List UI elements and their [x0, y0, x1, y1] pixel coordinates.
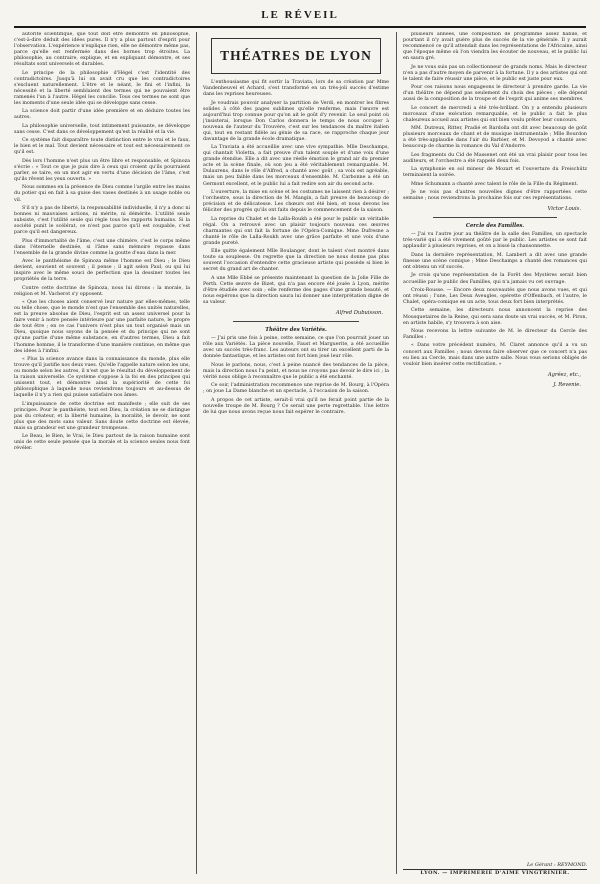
section-heading: THÉATRES DE LYON: [211, 38, 381, 74]
column-rule: [396, 32, 397, 874]
paragraph: Contre cette doctrine de Spinoza, nous lui dirons : la morale, la religion et M. Vacherot s'y opposent.: [14, 285, 190, 297]
paragraph: autorité scientifique, que tout doit être démontré en philosophie, c'est-à-dire déduit des idées pures. Il n'y a plus partout d'esprit pour l'observation. L'expérience n'explique rien, elle ne démontre même pas, parce qu'elle est renfermée dans des bornes trop étroites. La philosophie, au contraire, explique, et en expliquant démontre, et ses résultats sont universels et durables.: [14, 32, 190, 68]
paragraph: plusieurs années, une composition de programme assez habile, et pourtant il n'y avait guère plus de succès de la vie générale. Il y aurait recommencé ce qu'il attendait dans les représentations de l'Africaine, ainsi que l'époque même où l'on viendra les écouter de nouveau, et le public lui en saura gré.: [403, 32, 587, 62]
column-middle: [203, 32, 389, 876]
paragraph: Les fragments du Cid de Massenet ont été un vrai plaisir pour tous les auditeurs, et l'orchestre a été rappelé deux fois.: [403, 152, 587, 164]
paragraph: Je ne vous suis pas un collectionneur de grands noms. Mais le directeur n'en a pas d'autre moyen de parvenir à la fortune. Il y a des artistes qui ont le talent de faire réussir une pièce, et le public est juste pour eux.: [403, 64, 587, 82]
article-body: [403, 232, 587, 341]
column-right: [403, 32, 587, 876]
paragraph: Ce système fait disparaître toute distinction entre le vrai et le faux, le bien et le mal. Tout devient nécessaire et tout est nécessairement ce qu'il est.: [14, 138, 190, 156]
paragraph: L'ouverture, la mise en scène et les costumes ne laissent rien à désirer ; l'orchestre, sous la direction de M. Mangin, a fait preuve de beaucoup de précision et de délicatesse. Les chœurs ont été bien, et nous devons les féliciter des progrès qu'ils ont faits depuis le commencement de la saison.: [203, 189, 389, 214]
paragraph: Je ne vois pas d'autres nouvelles dignes d'être rapportées cette semaine ; nous reviendrons la prochaine fois sur ces représentations.: [403, 190, 587, 202]
paragraph: « Plus la science avance dans la connaissance du monde, plus elle trouve qu'il justifie nos deux vues. Qu'elle l'appelle nature selon les uns, ou monde selon les autres, il n'est que le résultat du développement de la raison universelle. Ce système s'oppose à la foi en des principes qui unissent tout, et démontre ainsi la supériorité de cette foi philosophique à laquelle nous reviendrons toujours et au-dessus de laquelle il n'y a rien qui puisse satisfaire nos âmes.: [14, 356, 190, 399]
paragraph: Pour ces raisons nous engageons le directeur à prendre garde. La vie d'un théâtre ne dépend pas seulement du choix des pièces ; elle dépend aussi de la composition de la troupe et de l'esprit qui anime ses membres.: [403, 85, 587, 103]
imprint: [403, 862, 587, 876]
paragraph: La Traviata a été accueillie avec une vive sympathie. Mlle Deschamps, qui chantait Violetta, a fait preuve d'un talent souple et d'une voix d'une grande étendue. Elle a dit avec une réelle émotion le grand air du premier acte et la scène finale, où son jeu a été véritablement remarquable. M. Dulaurens, dans le rôle d'Alfred, a chanté avec goût ; sa voix est agréable, mais un peu faible dans les morceaux d'ensemble. M. Carbonne a été un Germont excellent, et le public lui a fait redire son air du second acte.: [203, 145, 389, 187]
paragraph: Plus d'immortalité de l'âme, c'est une chimère, c'est le corps même dans l'éternelle destinée, si l'âme sans mémoire repasse dans l'ensemble de la grande divine comme la goutte d'eau dans la mer.: [14, 238, 190, 256]
paragraph: La science doit partir d'une idée première et en déduire toutes les autres.: [14, 109, 190, 121]
paragraph: A une Mlle Ebbé se présente maintenant la question de la Jolie Fille de Perth. Cette œuvre de Bizet, qui n'a pas encore été jouée à Lyon, mérite d'être étudiée avec soin ; elle renferme des pages d'une grande beauté, et nous espérons que la direction saura lui donner une interprétation digne de sa valeur.: [203, 275, 389, 305]
article-body: [203, 80, 389, 306]
paragraph: Cette semaine, les directeurs nous annoncent la reprise des Mousquetaires de la Reine, qui sera sans doute un vrai succès, et M. Piron, en artiste habile, s'y trouvera à son aise.: [403, 308, 587, 326]
paragraph: Mme Schumann a chanté avec talent le rôle de la Fille du Régiment.: [411, 181, 579, 187]
paragraph: Ce soir, l'administration recommence une reprise de M. Bourg, à l'Opéra ; on joue La Dame blanche et un spectacle, à l'occasion de la saison.: [203, 383, 389, 395]
article-subheading: Cercle des Familles.: [465, 223, 525, 230]
paragraph: « Que les choses aient conservé leur nature par elles-mêmes, telle ou telle chose, que le monde n'est que l'ensemble des unités naturelles, est la preuve absolue de Dieu, l'esprit est un assez universel pour la faire venir à notre pensée intérieure par une parfaite nature, le propre de tout être ; en ce cas l'univers n'est plus un tout organisé mais un Dieu, quoique nous soyons de la pensée et du principe qui ne sont qu'une partie d'une même substance, en d'autres termes, Dieu a fait l'homme homme, il le transforme d'une manière continue, en même que des idées à l'infini.: [14, 300, 190, 354]
divider: [233, 321, 359, 322]
paragraph: Elle quitte également Mlle Boulanger, dont le talent s'est montré dans toute sa souplesse. On regrette que la direction ne nous donne pas plus souvent l'occasion d'entendre cette gracieuse artiste qui possède si bien le secret du grand art de chanter.: [203, 249, 389, 273]
paragraph: A propos de cet artiste, serait-il vrai qu'il ne ferait point partie de la nouvelle troupe de M. Bourg ? Ce serait une perte regrettable. Une lettre de lui que nous avons reçue nous fait espérer le contraire.: [203, 397, 389, 415]
paragraph: Le principe de la philosophie d'Hégel c'est l'identité des contradictoires. Jusqu'à lui on avait cru que les contradictoires s'excluent naturellement. L'être et le néant, le fini et l'infini, la nécessité et la liberté semblaient des termes qui ne pouvaient être ramenés l'un à l'autre. Hégel les concilie. Tous ces termes ne sont que les moments d'une seule idée qui se développe sans cesse.: [14, 70, 190, 106]
paragraph: Dès lors l'homme n'est plus un être libre et responsable, et Spinoza s'écrie : « Tout ce que je puis dire à ceux qui croient qu'ils pourraient parler, se taire, en un mot agir en vertu d'une décision de l'âme, c'est qu'ils rêvent les yeux ouverts. »: [14, 158, 190, 182]
paragraph: Nous sommes en la présence de Dieu comme l'argile entre les mains du potier qui en fait à sa guise des vases destinés à un usage noble ou vil.: [14, 185, 190, 203]
article-body: [403, 32, 587, 202]
signature: Alfred Dubuisson.: [335, 309, 383, 316]
closing-line: Agréez, etc.,: [547, 371, 581, 378]
paragraph: La reprise du Chalet et de Lalla-Roukh a été pour le public un véritable régal. On a retrouvé avec un plaisir toujours nouveau ces œuvres charmantes qui ont fait la fortune de l'Opéra-Comique. Mme Dufresne a chanté le rôle de Lalla-Roukh avec une grâce parfaite et une voix d'une grande pureté.: [203, 216, 389, 246]
article-body: [203, 336, 389, 416]
paragraph: L'enthousiasme qui fit sortir la Traviata, lors de sa création par Mme Vandenheuvel et Achard, s'est transformé en un très-joli succès d'estime dans les reprises heureuses.: [203, 80, 389, 98]
signature: Victor Louis.: [547, 206, 581, 213]
paragraph: Nous le parlons, nous, c'est à peine nuancé des tendances de la pièce, mais la direction nous l'a peint, et nous ne croyons pas devoir le dire ici ; la vérité nous oblige à reconnaître que le public a été enchanté.: [203, 362, 389, 380]
paragraph: — J'ai pris une fois à peine, cette semaine, ce que l'on pourrait jouer un rôle aux Variétés. La pièce nouvelle, Faust et Marguerite, a été accueillie avec un succès très-franc. Les auteurs ont su tirer un excellent parti de la donnée fantastique, et les artistes ont fort bien joué leur rôle.: [203, 336, 389, 360]
column-rule: [196, 32, 197, 874]
paragraph: Avec le panthéisme de Spinoza même l'homme est Dieu ; le Dieu devient, souvient et souvent ; il pense ; il agit selon Paul, ou qui lui inspire avec le même souci de perfection que la dessiner toutes les propriétés de la terre.: [14, 259, 190, 283]
masthead-title: LE RÉVEIL: [14, 4, 586, 28]
paragraph: MM. Dutreux, Ritter, Pradié et Bardolla ont dit avec beaucoup de goût plusieurs morceaux de chant et de musique instrumentale ; Mlle Bourdon a été très-applaudie dans l'air du Barbier, et M. Devoyod a chanté avec beaucoup de charme la romance du Val d'Andorre.: [403, 126, 587, 150]
gerant-line: Le Gérant : REYMOND.: [526, 862, 587, 868]
paragraph: La philosophie universelle, tout intimement puissante, se développe sans cesse. C'est dans ce développement qu'est la réalité et la vie.: [14, 123, 190, 135]
paragraph: Le Beau, le Bien, le Vrai, le Dieu partout de la raison humaine sont unis de cette seule pensée que la morale et la science seules nous font révéler.: [14, 434, 190, 452]
column-left: [14, 32, 190, 876]
paragraph: Je voudrais pouvoir analyser la partition de Verdi, en montrer les fibres solides à côté des pages sublimes qu'elle renferme, mais l'œuvre est aujourd'hui trop connue pour qu'on ait le goût d'y revenir. Le seul point où j'insisterai, lorsque Don Carlos donnera le temps de nous occuper à nouveau de l'auteur du Trouvère, c'est sur les tendances du maître italien qui, tout en restant fidèle au génie de sa race, se rapproche chaque jour davantage de la grande école dramatique.: [203, 100, 389, 142]
paragraph: S'il n'y a pas de liberté, la responsabilité individuelle, il n'y a donc ni bonnes ni mauvaises actions, ni mérite, ni démérite. L'utilité seule subsiste, c'est l'utilité seule qui règle tous les rapports humains. Si la société punit le scélérat, ce n'est pas parce qu'il est coupable, c'est parce qu'il est dangereux.: [14, 205, 190, 236]
paragraph: L'impuissance de cette doctrine est manifeste ; elle suit de ses principes. Pour le panthéiste, tout est Dieu, la création ne se distingue pas du créateur, et la liberté humaine, la moralité, le devoir, ne sont plus que des mots sans valeur. Sans doute cette doctrine est élevée, mais sa grandeur est une grandeur trompeuse.: [14, 401, 190, 431]
paragraph: La symphonie en sol mineur de Mozart et l'ouverture du Freischütz terminaient la soirée.: [403, 167, 587, 179]
signature: J. Revenie.: [553, 381, 581, 388]
paragraph: Le concert de mercredi a été très-brillant. On y a entendu plusieurs morceaux d'une exécution remarquable, et le public a fait le plus chaleureux accueil aux artistes qui ont bien voulu prêter leur concours.: [403, 105, 587, 123]
paragraph: — J'ai vu l'autre jour au théâtre de la salle des Familles, un spectacle très-varié qui a été vivement goûté par le public. Les artistes se sont fait applaudir à plusieurs reprises, et on a bissé la chansonnette.: [403, 232, 587, 250]
printer-line: LYON. — IMPRIMERIE D'AIMÉ VINGTRINIER.: [403, 869, 587, 876]
paragraph: Je crois qu'une représentation de la Forêt des Mystères serait bien accueillie par le public des Familles, qui n'a jamais vu cet ouvrage.: [403, 273, 587, 285]
paragraph: Dans la dernière représentation, M. Lambert a dit avec une grande finesse une scène comique ; Mme Deschamps a chanté des romances qui ont obtenu un vif succès.: [403, 252, 587, 271]
paragraph: Croix-Rousse. — Encore deux nouveautés que nous avons vues, et qui ont réussi ; l'une, Les Deux Aveugles, opérette d'Offenbach, et l'autre, le Chalet, opéra-comique en un acte, tous deux fort bien interprétés.: [403, 287, 587, 306]
paragraph: Nous recevons la lettre suivante de M. le directeur du Cercle des Familles :: [403, 329, 587, 341]
article-subheading: Théâtre des Variétés.: [265, 327, 327, 334]
letter-text: « Dans votre précédent numéro, M. Claret annonce qu'il a vu un concert aux Familles ; nous devons faire observer que ce concert n'a pas eu lieu au Cercle, mais dans une autre salle. Nous vous serions obligés de vouloir bien insérer cette rectification. »: [403, 343, 587, 367]
divider: [433, 217, 557, 218]
